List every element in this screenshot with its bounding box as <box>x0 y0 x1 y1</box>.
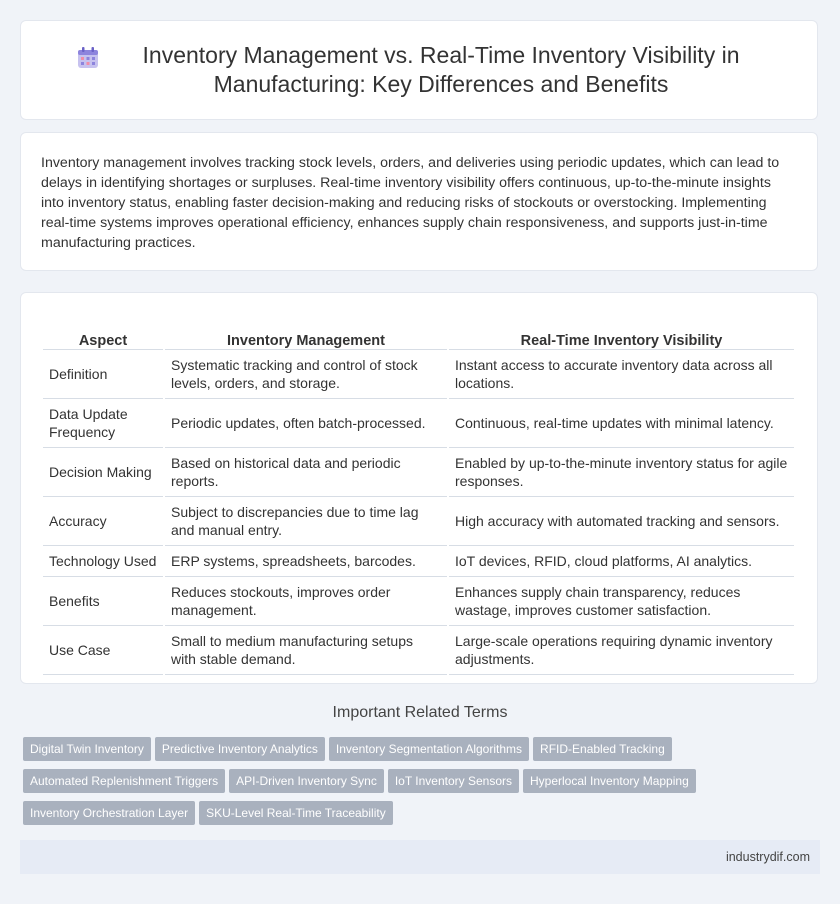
real-time-visibility-cell: IoT devices, RFID, cloud platforms, AI analytics. <box>449 546 794 577</box>
footer <box>20 840 820 874</box>
related-term-tag[interactable]: Hyperlocal Inventory Mapping <box>523 769 696 793</box>
table-header-row <box>43 313 794 350</box>
related-term-tag[interactable]: SKU-Level Real-Time Traceability <box>199 801 393 825</box>
related-term-tag[interactable]: Digital Twin Inventory <box>23 737 151 761</box>
table-row <box>43 626 794 675</box>
inventory-management-cell: Periodic updates, often batch-processed. <box>165 399 447 448</box>
inventory-management-cell: Reduces stockouts, improves order management. <box>165 577 447 626</box>
real-time-visibility-cell: Continuous, real-time updates with minimal latency. <box>449 399 794 448</box>
inventory-management-cell: ERP systems, spreadsheets, barcodes. <box>165 546 447 577</box>
aspect-cell: Technology Used <box>43 546 163 577</box>
real-time-visibility-cell: Enhances supply chain transparency, reduces wastage, improves customer satisfaction. <box>449 577 794 626</box>
related-terms-title: Important Related Terms <box>332 704 508 721</box>
title-card <box>20 20 818 120</box>
header-inventory-management: Inventory Management <box>165 313 447 350</box>
real-time-visibility-cell: Large-scale operations requiring dynamic inventory adjustments. <box>449 626 794 675</box>
related-term-tag[interactable]: IoT Inventory Sensors <box>388 769 519 793</box>
inventory-management-cell: Subject to discrepancies due to time lag and manual entry. <box>165 497 447 546</box>
table-row <box>43 546 794 577</box>
inventory-management-cell: Systematic tracking and control of stock levels, orders, and storage. <box>165 350 447 399</box>
comparison-card <box>20 292 818 684</box>
intro-paragraph: Inventory management involves tracking stock levels, orders, and deliveries using periodic updates, which can lead to delays in identifying shortages or surpluses. Real-time inventory visibility offers continuous, up-to-the-minute insights into inventory status, enabling faster decision-making and reducing risks of stockouts or overstocking. Implementing real-time systems improves operational efficiency, enhances supply chain responsiveness, and supports just-in-time manufacturing practices. <box>41 155 780 251</box>
header-aspect: Aspect <box>43 313 163 350</box>
related-terms-list <box>23 737 723 833</box>
aspect-cell: Data Update Frequency <box>43 399 163 448</box>
related-term-tag[interactable]: Predictive Inventory Analytics <box>155 737 325 761</box>
aspect-cell: Decision Making <box>43 448 163 497</box>
aspect-cell: Benefits <box>43 577 163 626</box>
header-real-time-visibility: Real-Time Inventory Visibility <box>449 313 794 350</box>
page-title: Inventory Management vs. Real-Time Inventory Visibility in Manufacturing: Key Differences and Benefits <box>142 42 740 97</box>
related-term-tag[interactable]: API-Driven Inventory Sync <box>229 769 384 793</box>
aspect-cell: Accuracy <box>43 497 163 546</box>
table-row <box>43 399 794 448</box>
footer-site-link[interactable]: industrydif.com <box>725 850 810 864</box>
table-row <box>43 577 794 626</box>
aspect-cell: Use Case <box>43 626 163 675</box>
intro-card <box>20 132 818 271</box>
real-time-visibility-cell: Enabled by up-to-the-minute inventory status for agile responses. <box>449 448 794 497</box>
inventory-management-cell: Based on historical data and periodic reports. <box>165 448 447 497</box>
real-time-visibility-cell: High accuracy with automated tracking and sensors. <box>449 497 794 546</box>
real-time-visibility-cell: Instant access to accurate inventory data across all locations. <box>449 350 794 399</box>
table-row <box>43 448 794 497</box>
comparison-table <box>41 313 796 675</box>
aspect-cell: Definition <box>43 350 163 399</box>
table-row <box>43 497 794 546</box>
related-term-tag[interactable]: Inventory Segmentation Algorithms <box>329 737 529 761</box>
inventory-management-cell: Small to medium manufacturing setups with stable demand. <box>165 626 447 675</box>
table-row <box>43 350 794 399</box>
related-term-tag[interactable]: Inventory Orchestration Layer <box>23 801 195 825</box>
related-term-tag[interactable]: RFID-Enabled Tracking <box>533 737 672 761</box>
calendar-grid-icon <box>77 47 99 69</box>
related-term-tag[interactable]: Automated Replenishment Triggers <box>23 769 225 793</box>
